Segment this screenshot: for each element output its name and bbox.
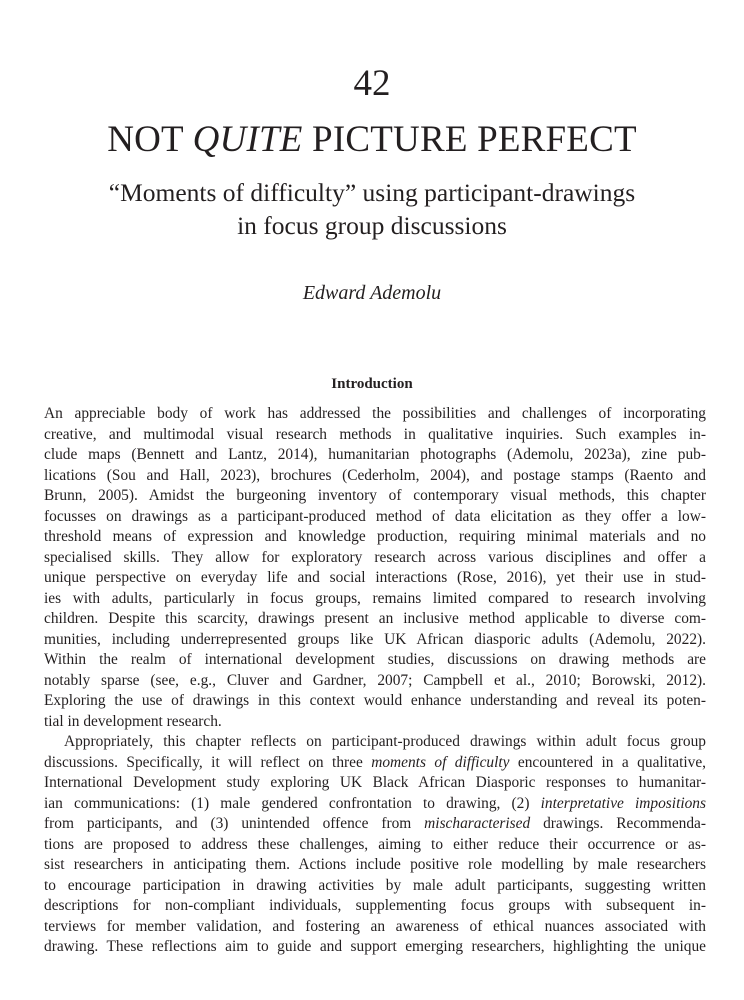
text-line: descriptions for non-compliant individuals, supplementing focus groups with subsequent in- (44, 897, 706, 914)
text-line: drawing. These reflections aim to guide and support emerging researchers, highlighting the unique (44, 938, 706, 955)
emphasis-run: interpretative impositions (540, 794, 706, 812)
chapter-title (0, 118, 744, 162)
text-line: Exploring the use of drawings in this context would enhance understanding and reveal its poten- (44, 692, 706, 709)
text-line: children. Despite this scarcity, drawings present an inclusive method applicable to diverse com- (44, 610, 706, 627)
text-line: Within the realm of international development studies, discussions on drawing methods are (44, 651, 706, 668)
text-line: threshold means of expression and knowledge production, requiring minimal materials and no (44, 528, 706, 545)
text-line: clude maps (Bennett and Lantz, 2014), humanitarian photographs (Ademolu, 2023a), zine pub- (44, 446, 706, 463)
text-line: notably sparse (see, e.g., Cluver and Gardner, 2007; Campbell et al., 2010; Borowski, 2012). (44, 671, 706, 689)
text-line (44, 794, 706, 815)
text-line: Brunn, 2005). Amidst the burgeoning inventory of contemporary visual methods, this chapter (44, 487, 706, 504)
text-run: encountered in a qualitative, (509, 753, 706, 771)
chapter-title-pre: NOT (107, 119, 193, 160)
emphasis-run: mischaracterised (424, 815, 531, 832)
text-line: munities, including underrepresented groups like UK African diasporic adults (Ademolu, 2022). (44, 630, 706, 648)
text-line: focusses on drawings as a participant-produced method of data elicitation as they offer a low- (44, 507, 706, 525)
subtitle-line: “Moments of difficulty” using participant-drawings (108, 178, 636, 207)
text-line: terviews for member validation, and fostering an awareness of ethical nuances associated with (44, 917, 706, 935)
text-line: ies with adults, particularly in focus groups, remains limited compared to research involving (44, 589, 706, 607)
chapter-subtitle (60, 176, 684, 242)
chapter-title-post: PICTURE PERFECT (302, 119, 637, 160)
paragraph-1 (44, 404, 706, 732)
text-line: creative, and multimodal visual research methods in qualitative inquiries. Such examples in- (44, 425, 706, 443)
text-run: drawings. Recommenda- (530, 815, 706, 832)
text-line: sist researchers in anticipating them. Actions include positive role modelling by male researchers (44, 856, 706, 873)
emphasis-run: moments of difficulty (371, 753, 510, 771)
text-line: unique perspective on everyday life and social interactions (Rose, 2016), yet their use in stud- (44, 569, 706, 586)
author-name: Edward Ademolu (302, 282, 442, 304)
text-line: Appropriately, this chapter reflects on participant-produced drawings within adult focus group (64, 733, 706, 750)
paragraph-2 (44, 732, 706, 958)
text-line: International Development study exploring UK Black African Diasporic responses to humanitar- (44, 774, 706, 791)
text-run: from participants, and (3) unintended offence from (44, 815, 425, 832)
chapter-number: 42 (353, 63, 391, 104)
chapter-title-italic: QUITE (192, 119, 303, 160)
text-line: tial in development research. (44, 712, 222, 730)
text-line: An appreciable body of work has addressed the possibilities and challenges of incorporating (44, 405, 706, 422)
text-line: to encourage participation in drawing activities by male adult participants, suggesting written (44, 876, 706, 894)
section-heading: Introduction (331, 376, 413, 392)
text-line: specialised skills. They allow for exploratory research across various disciplines and offer a (44, 548, 706, 566)
subtitle-line: in focus group discussions (237, 211, 507, 240)
text-line (44, 814, 706, 835)
text-run: discussions. Specifically, it will reflect on three (44, 753, 372, 771)
text-run: ian communications: (1) male gendered confrontation to drawing, (2) (44, 794, 541, 812)
text-line: lications (Sou and Hall, 2023), brochures (Cederholm, 2004), and postage stamps (Raento and (44, 466, 706, 484)
text-line (44, 753, 706, 774)
text-line: tions are proposed to address these challenges, aiming to either reduce their occurrence or as- (44, 835, 706, 853)
body-text (44, 404, 706, 958)
